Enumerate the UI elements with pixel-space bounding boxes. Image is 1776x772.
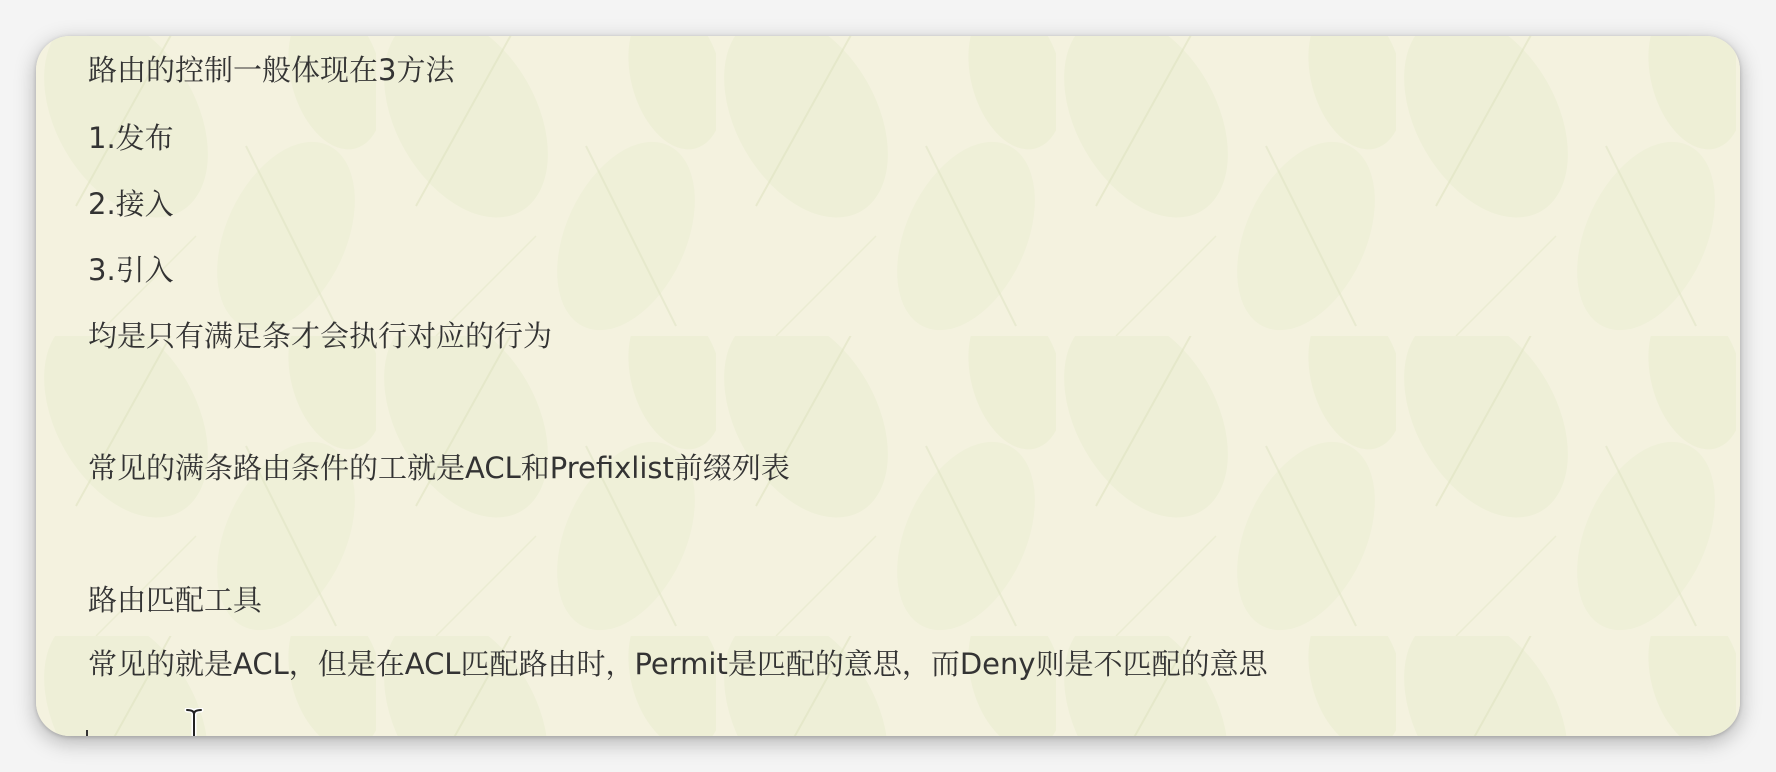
text-line-6: 常见的满条路由条件的工就是ACL和Prefixlist前缀列表 [88, 451, 790, 485]
text-line-1: 路由的控制一般体现在3方法 [88, 53, 455, 87]
text-line-5: 均是只有满足条才会执行对应的行为 [88, 319, 553, 353]
text-line-3: 2.接入 [88, 187, 174, 221]
text-line-8: 常见的就是ACL，但是在ACL匹配路由时，Permit是匹配的意思，而Deny则是不匹配的意思 [88, 647, 1268, 681]
text-caret [86, 730, 88, 736]
text-line-2: 1.发布 [88, 121, 174, 155]
text-line-7: 路由匹配工具 [88, 583, 263, 617]
document-body [88, 36, 1700, 736]
document-window [36, 36, 1740, 736]
text-cursor-icon [184, 708, 204, 736]
text-line-4: 3.引入 [88, 253, 174, 287]
